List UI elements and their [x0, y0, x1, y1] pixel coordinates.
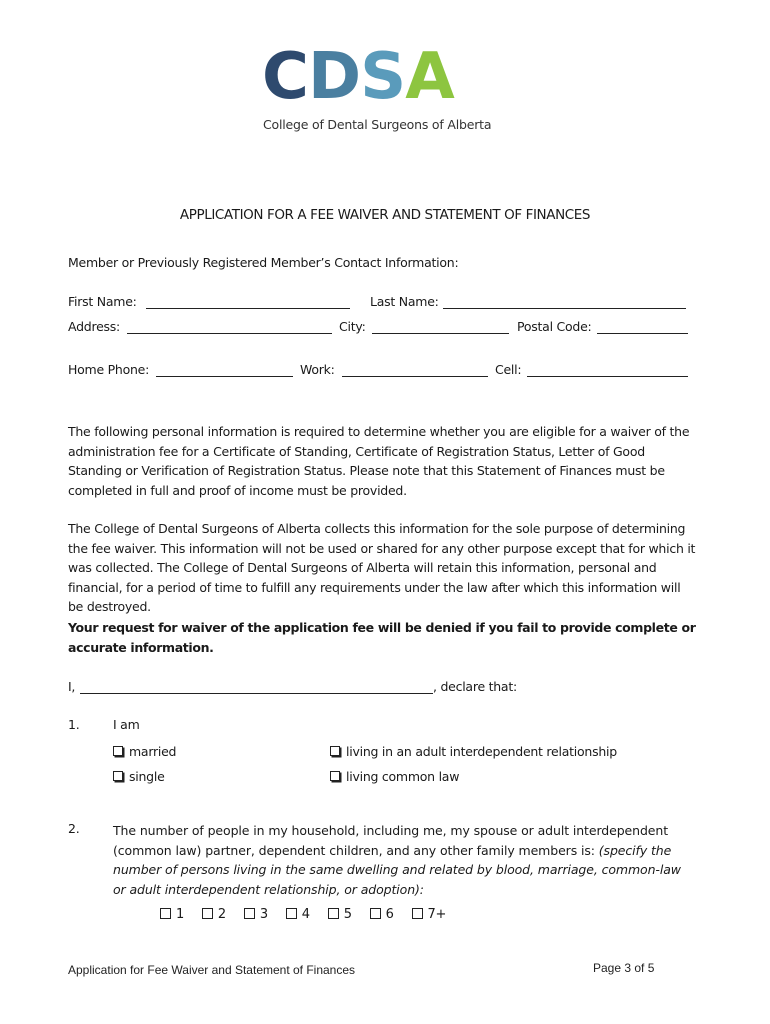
option-common-law[interactable]: [330, 769, 459, 785]
household-option-7plus-label: 7+: [427, 907, 447, 922]
logo-wordmark: [262, 42, 454, 112]
question-2-note: (specify the number of persons living in the same dwelling and related by blood, marriage, common-law or adult interdependent relationship, or adoption):: [113, 842, 681, 897]
checkbox-icon: [412, 908, 423, 919]
question-2-main: The number of people in my household, including me, my spouse or adult interdependent (common law) partner, dependent children, and any other family members is:: [113, 823, 668, 858]
option-married-label: married: [129, 744, 177, 759]
checkbox-icon: [286, 908, 297, 919]
last-name-label: Last Name:: [370, 294, 439, 309]
logo-letter-c: C: [262, 40, 308, 114]
declare-suffix: , declare that:: [433, 679, 517, 694]
logo-subtitle: College of Dental Surgeons of Alberta: [263, 117, 492, 132]
option-adult-interdependent[interactable]: [330, 744, 617, 760]
option-married[interactable]: [113, 744, 176, 760]
question-1-number: 1.: [68, 717, 80, 732]
home-phone-label: Home Phone:: [68, 362, 150, 377]
declare-prefix: I,: [68, 679, 76, 694]
first-name-field[interactable]: [146, 296, 350, 309]
household-option-6[interactable]: [370, 907, 394, 922]
household-option-3-label: 3: [259, 907, 268, 922]
option-common-law-label: living common law: [346, 769, 460, 784]
address-field[interactable]: [127, 321, 332, 334]
city-label: City:: [339, 319, 366, 334]
first-name-label: First Name:: [68, 294, 137, 309]
work-phone-label: Work:: [300, 362, 335, 377]
household-option-3[interactable]: [244, 907, 268, 922]
cell-phone-field[interactable]: [527, 364, 688, 377]
declarant-name-field[interactable]: [80, 681, 433, 694]
logo-letter-d: D: [307, 40, 361, 114]
footer-document-title: Application for Fee Waiver and Statement of Finances: [68, 963, 356, 977]
checkbox-icon: [202, 908, 213, 919]
household-option-4[interactable]: [286, 907, 310, 922]
checkbox-icon: [330, 746, 340, 756]
household-option-6-label: 6: [385, 907, 394, 922]
work-phone-field[interactable]: [342, 364, 488, 377]
page-title: APPLICATION FOR A FEE WAIVER AND STATEMENT OF FINANCES: [179, 207, 591, 223]
checkbox-icon: [160, 908, 171, 919]
option-single-label: single: [129, 769, 165, 784]
household-count-options: [160, 907, 446, 923]
option-single[interactable]: [113, 769, 165, 785]
eligibility-paragraph: The following personal information is required to determine whether you are eligible for a waiver of the administration fee for a Certificate of Standing, Certificate of Registration Status, Letter of Good Standing or Verification of Registration Status. Please note that this Statement of Finances must be completed in full and proof of income must be provided.: [68, 424, 690, 498]
household-option-2[interactable]: [202, 907, 226, 922]
contact-heading: Member or Previously Registered Member’s Contact Information:: [68, 255, 459, 270]
checkbox-icon: [113, 746, 123, 756]
home-phone-field[interactable]: [156, 364, 293, 377]
denial-warning: Your request for waiver of the application fee will be denied if you fail to provide complete or accurate information.: [68, 620, 696, 655]
question-2-number: 2.: [68, 821, 80, 836]
checkbox-icon: [244, 908, 255, 919]
footer-page-number: Page 3 of 5: [593, 961, 655, 975]
address-label: Address:: [68, 319, 120, 334]
postal-code-label: Postal Code:: [517, 319, 592, 334]
household-option-1[interactable]: [160, 907, 184, 922]
checkbox-icon: [330, 771, 340, 781]
option-adult-interdependent-label: living in an adult interdependent relationship: [346, 744, 617, 759]
household-option-1-label: 1: [176, 907, 185, 922]
cell-phone-label: Cell:: [495, 362, 522, 377]
household-option-5[interactable]: [328, 907, 352, 922]
logo-letter-a: A: [405, 40, 454, 114]
postal-code-field[interactable]: [597, 321, 688, 334]
household-option-7plus[interactable]: [412, 907, 447, 922]
question-1-lead: I am: [113, 717, 140, 732]
checkbox-icon: [370, 908, 381, 919]
checkbox-icon: [328, 908, 339, 919]
privacy-paragraph: The College of Dental Surgeons of Alberta collects this information for the sole purpose of determining the fee waiver. This information will not be used or shared for any other purpose except that for which it was collected. The College of Dental Surgeons of Alberta will retain this information, personal and financial, for a period of time to fulfill any requirements under the law after which this information will be destroyed.: [68, 521, 696, 614]
question-2-text: [113, 821, 695, 899]
logo-letter-s: S: [360, 40, 406, 114]
cdsa-logo: [262, 42, 512, 137]
last-name-field[interactable]: [443, 296, 686, 309]
checkbox-icon: [113, 771, 123, 781]
household-option-2-label: 2: [217, 907, 226, 922]
household-option-5-label: 5: [343, 907, 352, 922]
household-option-4-label: 4: [301, 907, 310, 922]
city-field[interactable]: [372, 321, 509, 334]
